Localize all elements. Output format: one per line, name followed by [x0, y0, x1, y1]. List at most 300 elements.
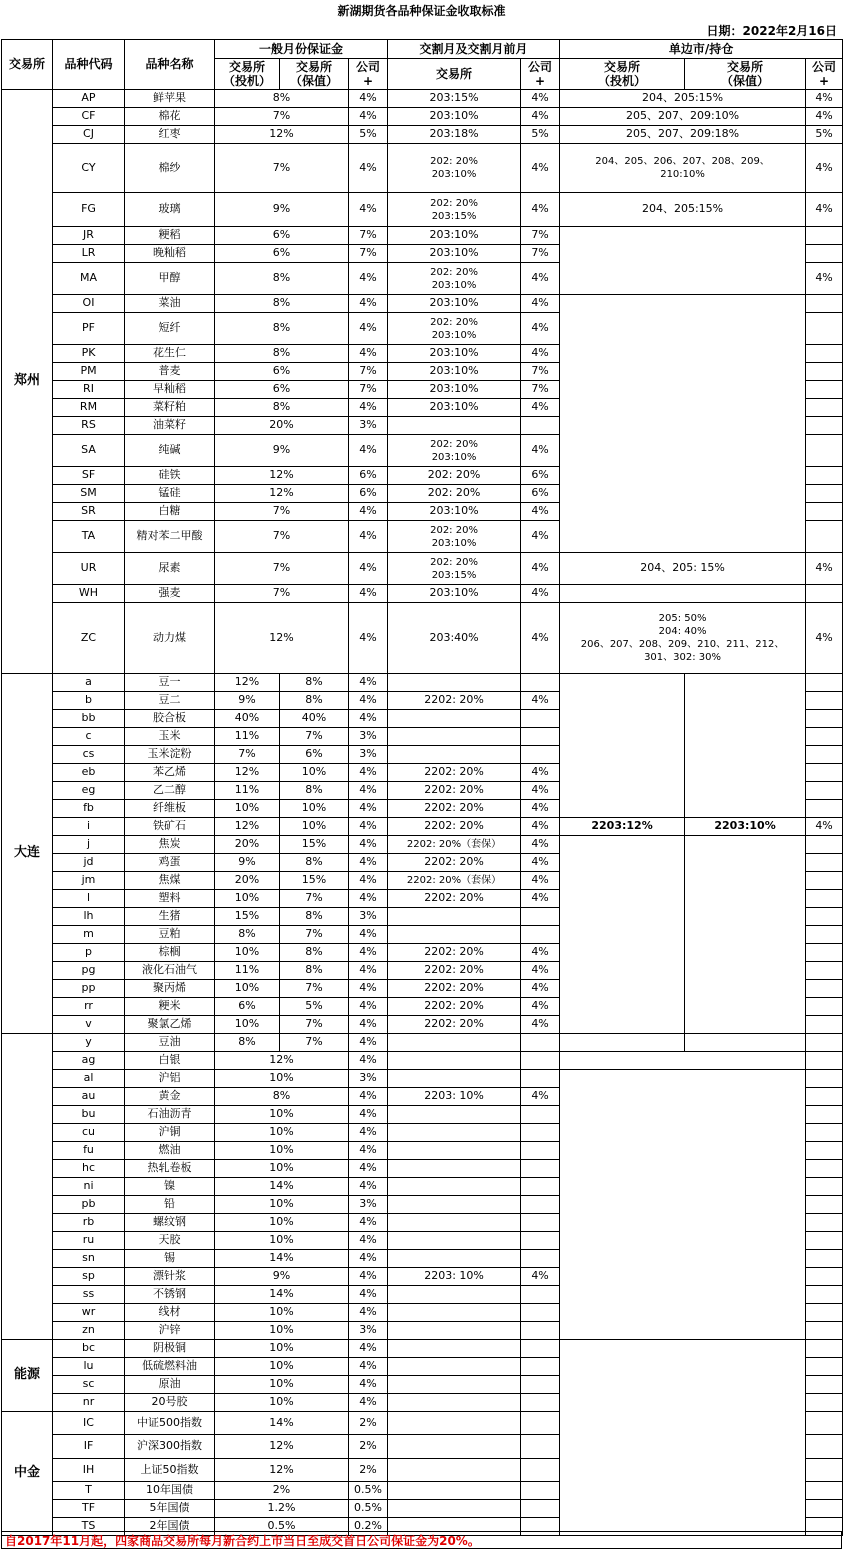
code-cell: JR [53, 227, 125, 245]
single-company-cell [806, 962, 843, 980]
single-company-cell [806, 980, 843, 998]
general-ex-cell: 14% [215, 1178, 349, 1196]
footnote: 自2017年11月起，四家商品交易所每月新合约上市当日至成交首日公司保证金为20%。 [1, 1531, 842, 1549]
single-company-cell [806, 1268, 843, 1286]
delivery-company-cell: 4% [521, 521, 560, 553]
delivery-company-cell: 4% [521, 295, 560, 313]
general-ex-cell: 6% [215, 363, 349, 381]
name-cell: 不锈钢 [125, 1286, 215, 1304]
delivery-ex-cell: 203:10% [388, 227, 521, 245]
code-cell: bb [53, 710, 125, 728]
code-cell: a [53, 674, 125, 692]
exchange-group-cell: 中金 [2, 1412, 53, 1536]
table-row [2, 1052, 843, 1070]
general-ex-cell: 10% [215, 1160, 349, 1178]
general-company-cell: 7% [349, 245, 388, 263]
name-cell: 沪铝 [125, 1070, 215, 1088]
general-ex-cell: 8% [215, 1088, 349, 1106]
name-cell: 短纤 [125, 313, 215, 345]
code-cell: SA [53, 435, 125, 467]
single-company-cell [806, 295, 843, 313]
delivery-company-cell: 4% [521, 399, 560, 417]
delivery-company-cell: 4% [521, 193, 560, 227]
code-cell: FG [53, 193, 125, 227]
general-company-cell: 3% [349, 1196, 388, 1214]
delivery-ex-cell: 202: 20% 203:10% [388, 435, 521, 467]
delivery-company-cell: 6% [521, 485, 560, 503]
code-cell: al [53, 1070, 125, 1088]
general-ex-cell: 10% [215, 1142, 349, 1160]
general-ex-hedge-cell: 8% [280, 944, 349, 962]
code-cell: pg [53, 962, 125, 980]
delivery-ex-cell [388, 1232, 521, 1250]
delivery-ex-cell [388, 1286, 521, 1304]
general-ex-spec-cell: 12% [215, 764, 280, 782]
single-ex-cell [560, 1070, 806, 1340]
table-row [2, 193, 843, 227]
code-cell: MA [53, 263, 125, 295]
delivery-company-cell: 4% [521, 263, 560, 295]
general-company-cell: 4% [349, 1268, 388, 1286]
delivery-ex-cell [388, 1358, 521, 1376]
single-company-cell [806, 1052, 843, 1070]
delivery-ex-cell [388, 1412, 521, 1435]
single-company-cell [806, 800, 843, 818]
delivery-ex-cell [388, 1482, 521, 1500]
general-company-cell: 4% [349, 926, 388, 944]
single-company-cell [806, 1358, 843, 1376]
delivery-company-cell: 4% [521, 872, 560, 890]
delivery-ex-cell: 2202: 20% [388, 890, 521, 908]
delivery-company-cell: 4% [521, 585, 560, 603]
delivery-company-cell: 4% [521, 782, 560, 800]
code-cell: AP [53, 90, 125, 108]
general-company-cell: 0.2% [349, 1518, 388, 1536]
general-ex-cell: 12% [215, 485, 349, 503]
general-ex-cell: 8% [215, 90, 349, 108]
general-ex-cell: 7% [215, 144, 349, 193]
delivery-company-cell [521, 1376, 560, 1394]
delivery-ex-cell: 202: 20% 203:15% [388, 193, 521, 227]
name-cell: 菜油 [125, 295, 215, 313]
single-ex-cell: 204、205、206、207、208、209、 210:10% [560, 144, 806, 193]
general-ex-cell: 10% [215, 1214, 349, 1232]
delivery-ex-cell: 203:40% [388, 603, 521, 674]
delivery-company-cell [521, 1124, 560, 1142]
general-ex-spec-cell: 10% [215, 1016, 280, 1034]
code-cell: c [53, 728, 125, 746]
single-company-cell [806, 1214, 843, 1232]
delivery-company-cell [521, 926, 560, 944]
single-company-cell: 4% [806, 603, 843, 674]
single-company-cell [806, 944, 843, 962]
delivery-ex-cell [388, 1500, 521, 1518]
code-cell: fb [53, 800, 125, 818]
single-ex-cell: 205: 50% 204: 40% 206、207、208、209、210、211、212、 301、302: 30% [560, 603, 806, 674]
name-cell: 玉米 [125, 728, 215, 746]
general-company-cell: 4% [349, 553, 388, 585]
delivery-ex-cell [388, 1214, 521, 1232]
general-company-cell: 0.5% [349, 1482, 388, 1500]
general-company-cell: 6% [349, 485, 388, 503]
name-cell: 玻璃 [125, 193, 215, 227]
general-company-cell: 4% [349, 782, 388, 800]
code-cell: eb [53, 764, 125, 782]
table-row [2, 1340, 843, 1358]
general-company-cell: 4% [349, 1250, 388, 1268]
name-cell: 阴极铜 [125, 1340, 215, 1358]
general-ex-hedge-cell: 8% [280, 782, 349, 800]
single-company-cell [806, 1340, 843, 1358]
delivery-ex-cell: 203:10% [388, 245, 521, 263]
code-cell: RS [53, 417, 125, 435]
delivery-ex-cell [388, 1435, 521, 1459]
general-ex-cell: 10% [215, 1340, 349, 1358]
single-company-cell [806, 345, 843, 363]
delivery-company-cell [521, 1178, 560, 1196]
general-ex-spec-cell: 9% [215, 854, 280, 872]
single-company-cell [806, 1088, 843, 1106]
code-cell: UR [53, 553, 125, 585]
name-cell: 白银 [125, 1052, 215, 1070]
general-ex-spec-cell: 8% [215, 926, 280, 944]
general-company-cell: 4% [349, 1394, 388, 1412]
delivery-ex-cell: 2202: 20% [388, 980, 521, 998]
delivery-company-cell: 4% [521, 998, 560, 1016]
code-cell: ag [53, 1052, 125, 1070]
delivery-ex-cell [388, 1124, 521, 1142]
name-cell: 聚氯乙烯 [125, 1016, 215, 1034]
single-company-cell [806, 1322, 843, 1340]
single-company-cell [806, 227, 843, 245]
delivery-ex-cell [388, 908, 521, 926]
general-company-cell: 4% [349, 944, 388, 962]
name-cell: 苯乙烯 [125, 764, 215, 782]
single-company-cell [806, 1459, 843, 1482]
name-cell: 中证500指数 [125, 1412, 215, 1435]
delivery-ex-cell [388, 1052, 521, 1070]
code-cell: RM [53, 399, 125, 417]
general-company-cell: 2% [349, 1412, 388, 1435]
general-company-cell: 4% [349, 764, 388, 782]
general-ex-cell: 10% [215, 1322, 349, 1340]
code-cell: SM [53, 485, 125, 503]
single-company-cell [806, 1482, 843, 1500]
delivery-company-cell [521, 1214, 560, 1232]
name-cell: 20号胶 [125, 1394, 215, 1412]
general-company-cell: 4% [349, 1232, 388, 1250]
delivery-company-cell: 4% [521, 944, 560, 962]
table-row [2, 836, 843, 854]
delivery-ex-cell: 2202: 20% [388, 818, 521, 836]
table-row [2, 674, 843, 692]
general-ex-cell: 10% [215, 1232, 349, 1250]
single-company-cell [806, 854, 843, 872]
name-cell: 红枣 [125, 126, 215, 144]
delivery-company-cell: 4% [521, 503, 560, 521]
single-ex-spec-cell [560, 674, 685, 818]
general-ex-cell: 14% [215, 1286, 349, 1304]
code-cell: ru [53, 1232, 125, 1250]
delivery-company-cell [521, 1070, 560, 1088]
code-cell: TF [53, 1500, 125, 1518]
name-cell: 塑料 [125, 890, 215, 908]
general-ex-hedge-cell: 6% [280, 746, 349, 764]
delivery-ex-cell [388, 1304, 521, 1322]
code-cell: ss [53, 1286, 125, 1304]
general-company-cell: 4% [349, 998, 388, 1016]
general-company-cell: 4% [349, 854, 388, 872]
general-ex-cell: 9% [215, 1268, 349, 1286]
code-cell: WH [53, 585, 125, 603]
single-company-cell: 4% [806, 108, 843, 126]
general-company-cell: 2% [349, 1435, 388, 1459]
general-ex-hedge-cell: 10% [280, 764, 349, 782]
general-ex-cell: 8% [215, 345, 349, 363]
name-cell: 沪深300指数 [125, 1435, 215, 1459]
delivery-company-cell: 7% [521, 227, 560, 245]
name-cell: 2年国债 [125, 1518, 215, 1536]
table-row [2, 90, 843, 108]
delivery-ex-cell [388, 728, 521, 746]
single-company-cell [806, 782, 843, 800]
delivery-company-cell: 4% [521, 1268, 560, 1286]
general-company-cell: 4% [349, 692, 388, 710]
delivery-ex-cell: 203:10% [388, 363, 521, 381]
name-cell: 液化石油气 [125, 962, 215, 980]
general-ex-cell: 12% [215, 1052, 349, 1070]
general-ex-cell: 8% [215, 313, 349, 345]
general-ex-hedge-cell: 8% [280, 674, 349, 692]
delivery-ex-cell [388, 1322, 521, 1340]
name-cell: 粳米 [125, 998, 215, 1016]
single-company-cell: 4% [806, 263, 843, 295]
single-ex-cell: 204、205: 15% [560, 553, 806, 585]
single-company-cell [806, 872, 843, 890]
name-cell: 豆油 [125, 1034, 215, 1052]
general-ex-hedge-cell: 7% [280, 926, 349, 944]
delivery-ex-cell [388, 674, 521, 692]
general-ex-cell: 12% [215, 467, 349, 485]
delivery-ex-cell [388, 1250, 521, 1268]
general-ex-hedge-cell: 15% [280, 872, 349, 890]
general-ex-cell: 7% [215, 585, 349, 603]
single-company-cell [806, 381, 843, 399]
delivery-company-cell: 6% [521, 467, 560, 485]
name-cell: 天胶 [125, 1232, 215, 1250]
code-cell: ZC [53, 603, 125, 674]
code-cell: SF [53, 467, 125, 485]
delivery-company-cell: 4% [521, 603, 560, 674]
general-ex-cell: 10% [215, 1070, 349, 1088]
general-ex-hedge-cell: 8% [280, 692, 349, 710]
code-cell: IF [53, 1435, 125, 1459]
general-company-cell: 0.5% [349, 1500, 388, 1518]
name-cell: 早籼稻 [125, 381, 215, 399]
header-single-ex-spec: 交易所 （投机） [560, 59, 685, 90]
code-cell: pp [53, 980, 125, 998]
code-cell: fu [53, 1142, 125, 1160]
exchange-group-cell: 能源 [2, 1340, 53, 1412]
general-company-cell: 4% [349, 585, 388, 603]
name-cell: 尿素 [125, 553, 215, 585]
name-cell: 棉纱 [125, 144, 215, 193]
single-company-cell [806, 1196, 843, 1214]
general-ex-hedge-cell: 5% [280, 998, 349, 1016]
delivery-company-cell [521, 1250, 560, 1268]
name-cell: 10年国债 [125, 1482, 215, 1500]
single-company-cell [806, 1412, 843, 1435]
general-ex-hedge-cell: 7% [280, 890, 349, 908]
name-cell: 燃油 [125, 1142, 215, 1160]
general-ex-cell: 10% [215, 1106, 349, 1124]
general-company-cell: 4% [349, 1340, 388, 1358]
delivery-ex-cell: 2202: 20% [388, 692, 521, 710]
header-single-ex-hedge: 交易所 （保值） [685, 59, 806, 90]
single-company-cell [806, 908, 843, 926]
delivery-ex-cell [388, 1178, 521, 1196]
single-company-cell [806, 485, 843, 503]
code-cell: au [53, 1088, 125, 1106]
name-cell: 棉花 [125, 108, 215, 126]
general-ex-spec-cell: 15% [215, 908, 280, 926]
table-row [2, 295, 843, 313]
single-company-cell [806, 1178, 843, 1196]
general-company-cell: 4% [349, 1376, 388, 1394]
general-company-cell: 4% [349, 674, 388, 692]
name-cell: 花生仁 [125, 345, 215, 363]
name-cell: 生猪 [125, 908, 215, 926]
single-company-cell [806, 313, 843, 345]
general-ex-hedge-cell: 8% [280, 962, 349, 980]
delivery-ex-cell [388, 1459, 521, 1482]
name-cell: 鲜苹果 [125, 90, 215, 108]
delivery-company-cell: 4% [521, 818, 560, 836]
code-cell: CJ [53, 126, 125, 144]
general-ex-cell: 10% [215, 1124, 349, 1142]
general-company-cell: 4% [349, 295, 388, 313]
general-company-cell: 4% [349, 836, 388, 854]
name-cell: 原油 [125, 1376, 215, 1394]
name-cell: 豆一 [125, 674, 215, 692]
general-company-cell: 4% [349, 710, 388, 728]
delivery-company-cell [521, 728, 560, 746]
general-ex-spec-cell: 11% [215, 782, 280, 800]
general-ex-cell: 0.5% [215, 1518, 349, 1536]
single-company-cell: 4% [806, 90, 843, 108]
single-company-cell: 4% [806, 553, 843, 585]
header-name: 品种名称 [125, 40, 215, 90]
single-ex-spec-cell [560, 1034, 685, 1052]
code-cell: lu [53, 1358, 125, 1376]
code-cell: PM [53, 363, 125, 381]
table-row [2, 1070, 843, 1088]
delivery-company-cell [521, 1394, 560, 1412]
general-company-cell: 4% [349, 345, 388, 363]
general-ex-spec-cell: 10% [215, 800, 280, 818]
name-cell: 油菜籽 [125, 417, 215, 435]
general-ex-spec-cell: 20% [215, 836, 280, 854]
single-ex-cell [560, 1052, 806, 1070]
delivery-ex-cell [388, 1340, 521, 1358]
general-ex-cell: 10% [215, 1196, 349, 1214]
single-company-cell [806, 585, 843, 603]
name-cell: 热轧卷板 [125, 1160, 215, 1178]
name-cell: 锡 [125, 1250, 215, 1268]
general-company-cell: 4% [349, 1124, 388, 1142]
delivery-company-cell [521, 1459, 560, 1482]
single-company-cell [806, 521, 843, 553]
code-cell: l [53, 890, 125, 908]
name-cell: 乙二醇 [125, 782, 215, 800]
delivery-ex-cell [388, 1034, 521, 1052]
general-ex-cell: 12% [215, 603, 349, 674]
single-company-cell [806, 728, 843, 746]
code-cell: b [53, 692, 125, 710]
header-single-side: 单边市/持仓 [560, 40, 843, 59]
name-cell: 白糖 [125, 503, 215, 521]
single-company-cell [806, 245, 843, 263]
name-cell: 普麦 [125, 363, 215, 381]
single-company-cell [806, 1016, 843, 1034]
general-ex-hedge-cell: 8% [280, 908, 349, 926]
general-company-cell: 4% [349, 800, 388, 818]
name-cell: 黄金 [125, 1088, 215, 1106]
table-row [2, 553, 843, 585]
general-ex-spec-cell: 10% [215, 944, 280, 962]
single-company-cell [806, 1435, 843, 1459]
delivery-company-cell: 4% [521, 692, 560, 710]
single-company-cell [806, 1286, 843, 1304]
table-row [2, 108, 843, 126]
delivery-ex-cell: 203:10% [388, 585, 521, 603]
general-company-cell: 7% [349, 381, 388, 399]
general-company-cell: 3% [349, 1070, 388, 1088]
code-cell: RI [53, 381, 125, 399]
delivery-ex-cell: 203:10% [388, 399, 521, 417]
single-company-cell: 4% [806, 144, 843, 193]
delivery-company-cell: 4% [521, 1088, 560, 1106]
delivery-company-cell: 4% [521, 800, 560, 818]
code-cell: SR [53, 503, 125, 521]
code-cell: sn [53, 1250, 125, 1268]
general-ex-hedge-cell: 7% [280, 980, 349, 998]
code-cell: bu [53, 1106, 125, 1124]
name-cell: 上证50指数 [125, 1459, 215, 1482]
single-ex-cell [560, 295, 806, 553]
single-company-cell [806, 1160, 843, 1178]
delivery-company-cell: 4% [521, 836, 560, 854]
single-company-cell [806, 1124, 843, 1142]
general-ex-cell: 7% [215, 503, 349, 521]
code-cell: rb [53, 1214, 125, 1232]
general-company-cell: 4% [349, 435, 388, 467]
general-company-cell: 3% [349, 728, 388, 746]
single-ex-spec-cell [560, 836, 685, 1034]
delivery-ex-cell: 2203: 10% [388, 1088, 521, 1106]
general-ex-cell: 8% [215, 295, 349, 313]
delivery-ex-cell: 203:10% [388, 381, 521, 399]
delivery-ex-cell: 203:10% [388, 295, 521, 313]
code-cell: nr [53, 1394, 125, 1412]
name-cell: 焦炭 [125, 836, 215, 854]
single-company-cell [806, 998, 843, 1016]
code-cell: OI [53, 295, 125, 313]
delivery-company-cell [521, 417, 560, 435]
exchange-group-cell [2, 1034, 53, 1340]
delivery-company-cell [521, 1482, 560, 1500]
single-ex-hedge-cell [685, 836, 806, 1034]
